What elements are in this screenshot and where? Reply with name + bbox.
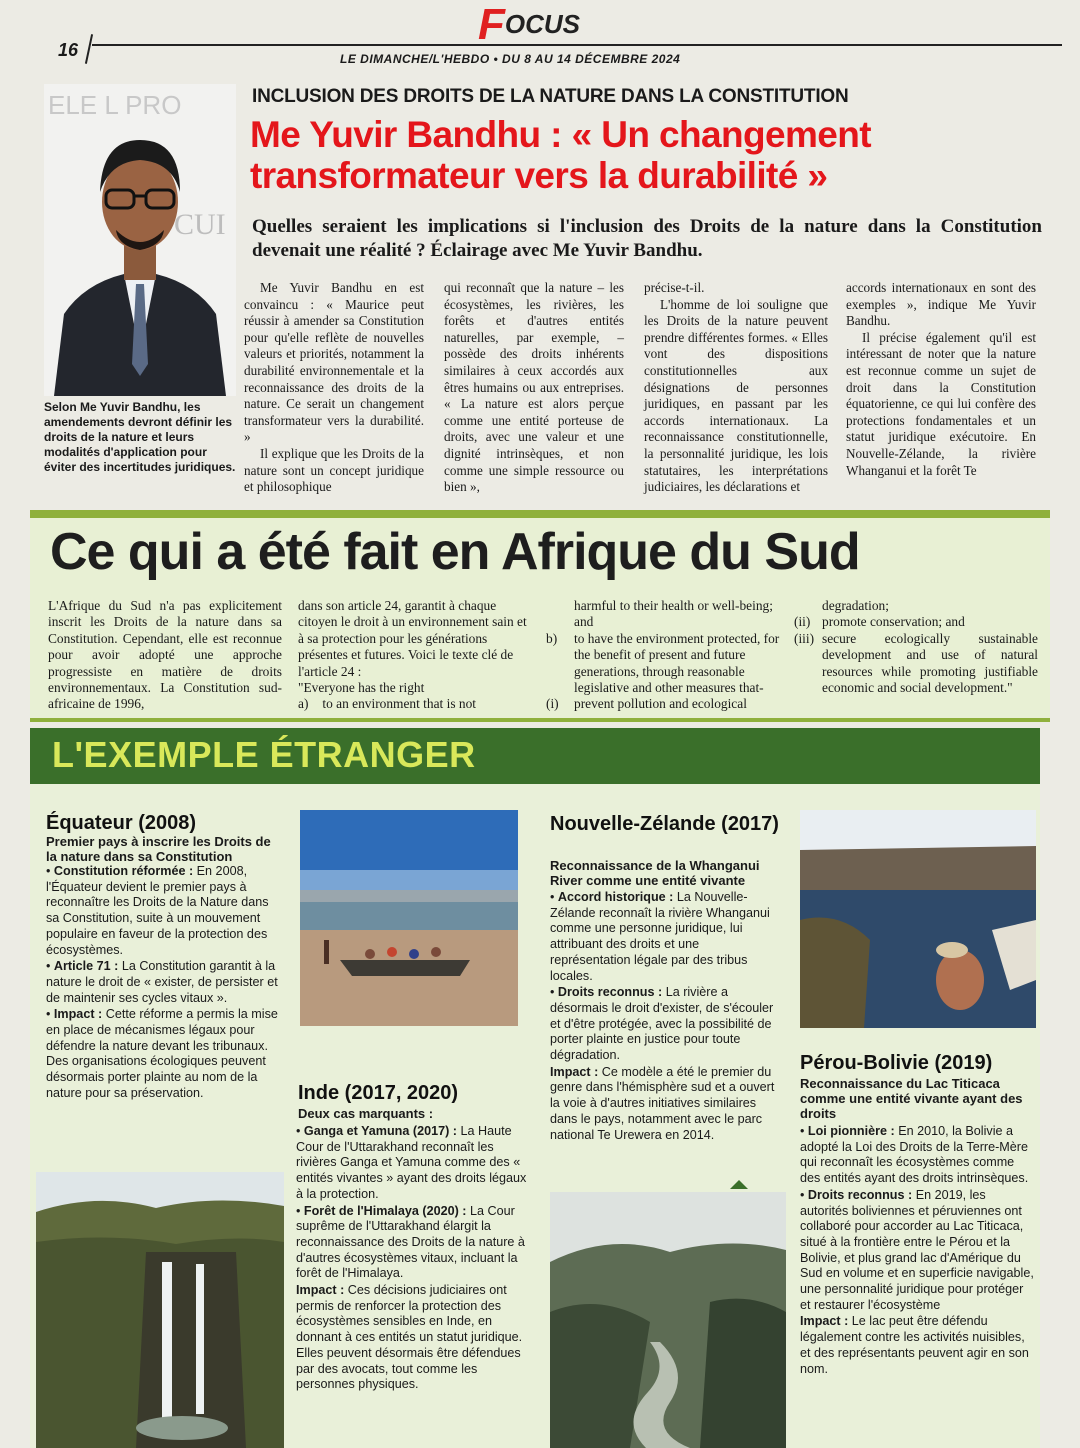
sa-text: "Everyone has the right — [298, 680, 425, 696]
section-name: OCUS — [504, 9, 581, 39]
bullet-text: En 2008, l'Équateur devient le premier pays à reconnaître les Droits de la Nature dans sa Constitution, suite à un mouvement populaire en faveur de la protection des écosystèmes. — [46, 864, 269, 957]
bullet-label: Ganga et Yamuna (2017) : — [303, 1124, 457, 1138]
bullet-text: Le lac peut être défendu légalement contre les activités nuisibles, et des représentants peuvent agir en son nom. — [800, 1314, 1029, 1376]
bullet-text: En 2010, la Bolivie a adopté la Loi des Droits de la Terre-Mère qui reconnaît les écosystèmes comme des entités ayant des droits intrinsèques. — [800, 1124, 1029, 1186]
article-kicker: INCLUSION DES DROITS DE LA NATURE DANS LA CONSTITUTION — [252, 86, 849, 107]
peru-body: • Loi pionnière : En 2010, la Bolivie a adopté la Loi des Droits de la Terre-Mère qui reconnaît les écosystèmes comme des entités ayant des droits intrinsèques. • Droits reconnus : En 2019, les autorités boliviennes et péruviennes ont collaboré pour accorder au Lac Titicaca, situé à la frontière entre le Pérou et la Bolivie, et plus grand lac d'Amérique du Sud en volume et en superficie navigable, une personnalité juridique pour protéger et restaurer l'écosystème Impact : Le lac peut être défendu légalement contre les activités nuisibles, et des représentants peuvent agir en son nom. — [800, 1124, 1034, 1376]
sa-text: prevent pollution and ecological — [574, 696, 747, 712]
bullet-text: Ces décisions judiciaires ont permis de renforcer la protection des écosystèmes sensibles en Inde, en donnant à ces entités un statut juridique. Elles peuvent désormais être défendues par des avocats, tout comme les personnes physiques. — [296, 1283, 523, 1392]
paragraph: L'homme de loi souligne que les Droits de la nature peuvent prendre différentes formes. « Elles vont des dispositions constitutionnelles aux désignations de personnes juridiques, en passant par les accords internationaux. La reconnaissance constitutionnelle, la personnalité juridique, les lois statutaires, les interprétations judiciaires, les déclarations et — [644, 296, 828, 495]
article-column-2 — [444, 280, 624, 496]
india-subtitle: Deux cas marquants : — [298, 1106, 434, 1121]
sa-column-4 — [794, 598, 1038, 696]
page-number: 16 — [58, 40, 79, 60]
paragraph: Me Yuvir Bandhu en est convaincu : « Maurice peut réussir à amender sa Constitution pour qu'elle reflète de nouvelles valeurs et priorités, notamment la durabilité environnementale et la reconnaissance des droits de la nature. Ce serait un changement transformateur vers la durabilité. » — [244, 280, 424, 445]
sa-text: degradation; — [822, 598, 889, 613]
bullet-label: Impact : — [800, 1314, 849, 1329]
sa-mark: (ii) — [794, 614, 811, 630]
header-rule — [92, 44, 1062, 46]
bullet-text: La Nouvelle-Zélande reconnaît la rivière Whanganui comme une personne juridique, lui attribuant des droits et une représentation légale par des tribus locales. — [550, 890, 770, 983]
bullet-text: La Haute Cour de l'Uttarakhand reconnaît les rivières Ganga et Yamuna comme des « entités vivantes » ayant des droits légaux à la protection. — [296, 1124, 527, 1201]
sa-text: to have the environment protected, for the benefit of present and future generations, through reasonable legislative and other measures that- — [574, 630, 780, 696]
peru-title: Pérou-Bolivie (2019) — [800, 1052, 993, 1074]
sa-column-1: L'Afrique du Sud n'a pas explicitement inscrit les Droits de la nature dans sa Constitution. Cependant, elle est reconnue pour avoir adopté une approche progressiste en matière de droits environnementaux. La Constitution sud-africaine de 1996, — [48, 598, 282, 712]
ecuador-body: • Constitution réformée : En 2008, l'Équateur devient le premier pays à reconnaître les Droits de la Nature dans sa Constitution, suite à un mouvement populaire en faveur de la protection des écosystèmes. • Article 71 : La Constitution garantit à la nature le droit de « exister, de persister et de maintenir ses cycles vitaux ». • Impact : Cette réforme a permis la mise en place de mécanismes légaux pour défendre la nature devant les tribunaux. Des organisations écologiques peuvent désormais porter plainte au nom de la nature pour sa préservation. — [46, 864, 278, 1100]
section-marker-icon — [730, 1180, 748, 1189]
bullet-text: Ce modèle a été le premier du genre dans l'hémisphère sud et a ouvert la voie à d'autres initiatives similaires dans le pays, notamment avec le parc national Te Urewera en 2014. — [550, 1064, 775, 1142]
bullet-text: La Cour suprême de l'Uttarakhand élargit la reconnaissance des Droits de la nature à d'autres écosystèmes vitaux, incluant la forêt de l'Himalaya. — [296, 1203, 525, 1281]
bullet-label: Impact : — [53, 1007, 103, 1022]
sa-mark: (iii) — [794, 630, 815, 646]
sa-mark: a) — [298, 696, 309, 712]
peru-subtitle: Reconnaissance du Lac Titicaca comme une entité vivante ayant des droits — [800, 1076, 1023, 1121]
ecuador-title: Équateur (2008) — [46, 812, 197, 834]
whanganui-river-photo — [550, 1192, 786, 1448]
paragraph: Il précise également qu'il est intéressant de noter que la nature est reconnue comme un sujet de droit dans la Constitution équatorienne, ce qui lui confère des protections fondamentales et un statut juridique exécutoire. En Nouvelle-Zélande, la rivière Whanganui et la forêt Te — [846, 329, 1036, 478]
nz-title: Nouvelle-Zélande (2017) — [550, 813, 779, 835]
paragraph: Il explique que les Droits de la nature sont un concept juridique et philosophique — [244, 445, 424, 495]
svg-text:ELE L PRO: ELE L PRO — [48, 90, 182, 120]
india-river-photo — [300, 810, 518, 1026]
sa-text: to an environment that is not — [322, 696, 476, 712]
titicaca-photo — [800, 810, 1036, 1028]
article-headline: Me Yuvir Bandhu : « Un changement transformateur vers la durabilité » — [250, 114, 871, 196]
sa-text: dans son article 24, garantit à chaque citoyen le droit à un environnement sain et à sa protection pour les générations présentes et futures. Voici le texte clé de l'article 24 : — [298, 598, 527, 679]
bullet-label: Forêt de l'Himalaya (2020) : — [303, 1203, 467, 1218]
sa-text: harmful to their health or well-being; and — [574, 598, 773, 630]
header-slash — [85, 34, 93, 64]
bullet-label: Droits reconnus : — [807, 1187, 913, 1202]
waterfall-photo — [36, 1172, 284, 1448]
article-column-3 — [644, 280, 828, 496]
bullet-text: La Constitution garantit à la nature le droit de « exister, de persister et de maintenir ses cycles vitaux ». — [46, 959, 278, 1005]
bullet-label: Article 71 : — [53, 959, 119, 974]
portrait-photo — [44, 84, 236, 396]
sa-text: secure ecologically sustainable development and use of natural resources while promoting justifiable economic and social development." — [822, 630, 1038, 696]
india-body: • Ganga et Yamuna (2017) : La Haute Cour de l'Uttarakhand reconnaît les rivières Ganga et Yamuna comme des « entités vivantes » ayant des droits légaux à la protection. • Forêt de l'Himalaya (2020) : La Cour suprême de l'Uttarakhand élargit la reconnaissance des Droits de la nature à d'autres écosystèmes vitaux, incluant la forêt de l'Himalaya. Impact : Ces décisions judiciaires ont permis de renforcer la protection des écosystèmes sensibles en Inde, en donnant à ces entités un statut juridique. Elles peuvent désormais être défendues par des avocats, tout comme les personnes physiques. — [296, 1124, 527, 1392]
sa-mark: b) — [546, 630, 558, 646]
india-title: Inde (2017, 2020) — [298, 1082, 459, 1104]
foreign-section-title: L'EXEMPLE ÉTRANGER — [52, 734, 476, 775]
sa-column-3 — [546, 598, 782, 713]
bullet-label: Loi pionnière : — [807, 1124, 895, 1138]
issue-line: LE DIMANCHE/L'HEBDO • DU 8 AU 14 DÉCEMBRE 2024 — [340, 52, 681, 66]
article-standfirst: Quelles seraient les implications si l'inclusion des Droits de la nature dans la Constitution devenait une réalité ? Éclairage avec Me Yuvir Bandhu. — [252, 216, 1042, 261]
bullet-label: Constitution réformée : — [53, 864, 194, 878]
section-logo: FOCUS — [478, 0, 581, 49]
paragraph: accords internationaux en sont des exemples », indique Me Yuvir Bandhu. — [846, 280, 1036, 329]
sa-mark: (i) — [546, 696, 559, 712]
bullet-text: Cette réforme a permis la mise en place de mécanismes légaux pour défendre la nature devant les tribunaux. Des organisations écologiques peuvent désormais porter plainte au nom de la nature pour sa préservation. — [46, 1007, 278, 1100]
sa-text: promote conservation; and — [822, 614, 965, 630]
paragraph: qui reconnaît que la nature – les écosystèmes, les rivières, les forêts et d'autres entités naturelles, par exemple, – possède des droits inhérents similaires à ceux accordés aux êtres humains ou aux entreprises. « La nature est alors perçue comme une entité porteuse de droits, avec une valeur et une dignité intrinsèques, et non comme une simple ressource ou bien », — [444, 280, 624, 495]
nz-subtitle: Reconnaissance de la Whanganui River comme une entité vivante — [550, 858, 760, 888]
bullet-label: Accord historique : — [557, 890, 674, 904]
portrait-caption: Selon Me Yuvir Bandhu, les amendements devront définir les droits de la nature et leurs modalités d'application pour éviter des incertitudes juridiques. — [44, 400, 236, 474]
bullet-text: La rivière a désormais le droit d'exister, de s'écouler et d'être protégée, avec la possibilité de porter plainte en justice pour toute dégradation. — [550, 985, 774, 1063]
article-column-1 — [244, 280, 424, 496]
nz-body: • Accord historique : La Nouvelle-Zélande reconnaît la rivière Whanganui comme une personne juridique, lui attribuant des droits et une représentation légale par des tribus locales. • Droits reconnus : La rivière a désormais le droit d'exister, de s'écouler et d'être protégée, avec la possibilité de porter plainte en justice pour toute dégradation. Impact : Ce modèle a été le premier du genre dans l'hémisphère sud et a ouvert la voie à d'autres initiatives similaires dans le pays, notamment avec le parc national Te Urewera en 2014. — [550, 890, 775, 1142]
sa-column-2 — [298, 598, 532, 713]
article-column-4 — [846, 280, 1036, 479]
ecuador-subtitle: Premier pays à inscrire les Droits de la nature dans sa Constitution — [46, 834, 271, 864]
paragraph: précise-t-il. — [644, 280, 705, 295]
bullet-label: Droits reconnus : — [557, 985, 663, 1000]
bullet-label: Impact : — [550, 1064, 599, 1079]
south-africa-title: Ce qui a été fait en Afrique du Sud — [50, 523, 860, 581]
bullet-label: Impact : — [296, 1283, 345, 1298]
svg-text:CUI: CUI — [174, 208, 226, 241]
bullet-text: En 2019, les autorités boliviennes et péruviennes ont collaboré pour accorder au Lac Titicaca, situé à la frontière entre le Pérou et la Bolivie, et plus grand lac d'Amérique du Sud en volume et en superficie navigable, une personnalité juridique pour protéger et restaurer l'écosystème — [800, 1187, 1034, 1312]
